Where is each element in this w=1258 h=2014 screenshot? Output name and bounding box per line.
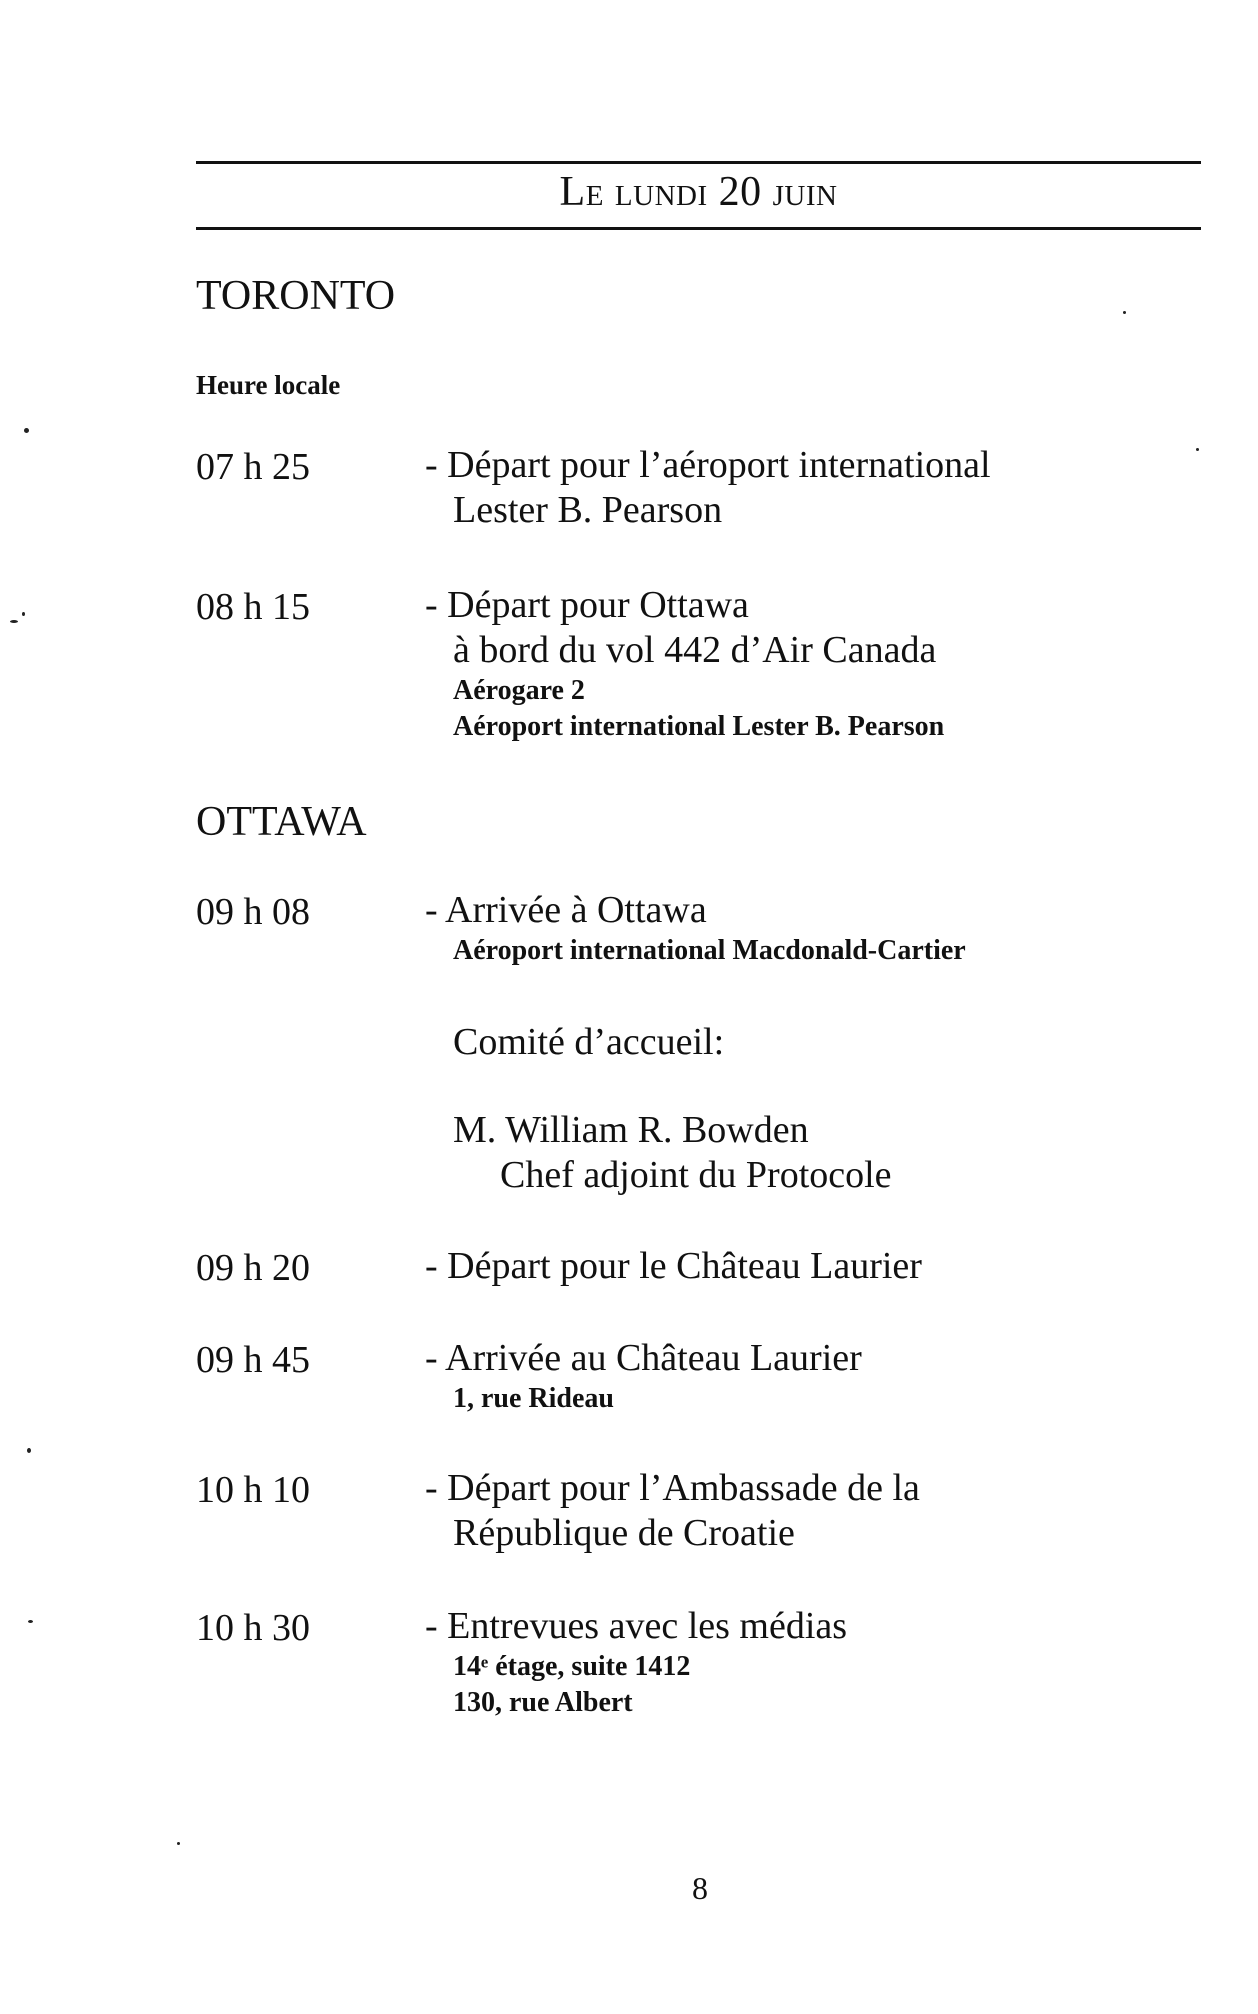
entry-line: - Arrivée à Ottawa xyxy=(425,889,707,931)
entry-detail: Aéroport international Macdonald-Cartier xyxy=(453,935,966,966)
scan-speck xyxy=(28,1620,33,1623)
header-rule-bottom xyxy=(196,227,1201,230)
entry-line: - Entrevues avec les médias xyxy=(425,1605,848,1647)
scan-speck xyxy=(10,620,18,623)
entry-time: 08 h 15 xyxy=(196,586,310,628)
entry-time: 10 h 30 xyxy=(196,1607,310,1649)
page-date-header: Le lundi 20 juin xyxy=(559,169,838,215)
schedule-entry xyxy=(425,1466,1205,1556)
entry-line: - Arrivée au Château Laurier xyxy=(425,1337,862,1379)
city-heading-ottawa: OTTAWA xyxy=(196,799,367,845)
entry-time: 10 h 10 xyxy=(196,1469,310,1511)
welcome-committee-label: Comité d’accueil: xyxy=(453,1021,725,1063)
schedule-entry xyxy=(425,1336,1205,1417)
scan-speck xyxy=(1123,311,1126,314)
entry-detail: 1, rue Rideau xyxy=(453,1383,614,1414)
entry-line: - Départ pour le Château Laurier xyxy=(425,1245,922,1287)
welcome-person-role: Chef adjoint du Protocole xyxy=(500,1154,892,1196)
page-number: 8 xyxy=(692,1870,708,1906)
schedule-entry xyxy=(425,443,1205,533)
entry-time: 09 h 20 xyxy=(196,1247,310,1289)
local-time-note: Heure locale xyxy=(196,370,341,400)
schedule-entry xyxy=(425,1604,1205,1721)
schedule-entry xyxy=(425,583,1205,745)
scan-speck xyxy=(1196,448,1199,451)
entry-line: à bord du vol 442 d’Air Canada xyxy=(453,629,937,671)
entry-time: 09 h 08 xyxy=(196,891,310,933)
entry-line: - Départ pour l’aéroport international xyxy=(425,444,991,486)
scan-speck xyxy=(22,612,25,616)
entry-time: 07 h 25 xyxy=(196,446,310,488)
entry-detail: 14ᵉ étage, suite 1412 xyxy=(453,1651,691,1682)
header-rule-top xyxy=(196,161,1201,164)
entry-line: République de Croatie xyxy=(453,1512,795,1554)
scan-speck xyxy=(27,1448,31,1453)
entry-line: - Départ pour Ottawa xyxy=(425,584,749,626)
scan-speck xyxy=(24,428,29,433)
schedule-entry xyxy=(425,1244,1205,1289)
entry-detail: Aérogare 2 xyxy=(453,675,585,706)
entry-line: - Départ pour l’Ambassade de la xyxy=(425,1467,920,1509)
schedule-entry xyxy=(425,888,1205,969)
entry-line: Lester B. Pearson xyxy=(453,489,723,531)
entry-detail: Aéroport international Lester B. Pearson xyxy=(453,711,945,742)
entry-detail: 130, rue Albert xyxy=(453,1687,633,1718)
scan-speck xyxy=(177,1842,180,1845)
welcome-person-name: M. William R. Bowden xyxy=(453,1109,809,1151)
city-heading-toronto: TORONTO xyxy=(196,273,396,319)
entry-time: 09 h 45 xyxy=(196,1339,310,1381)
